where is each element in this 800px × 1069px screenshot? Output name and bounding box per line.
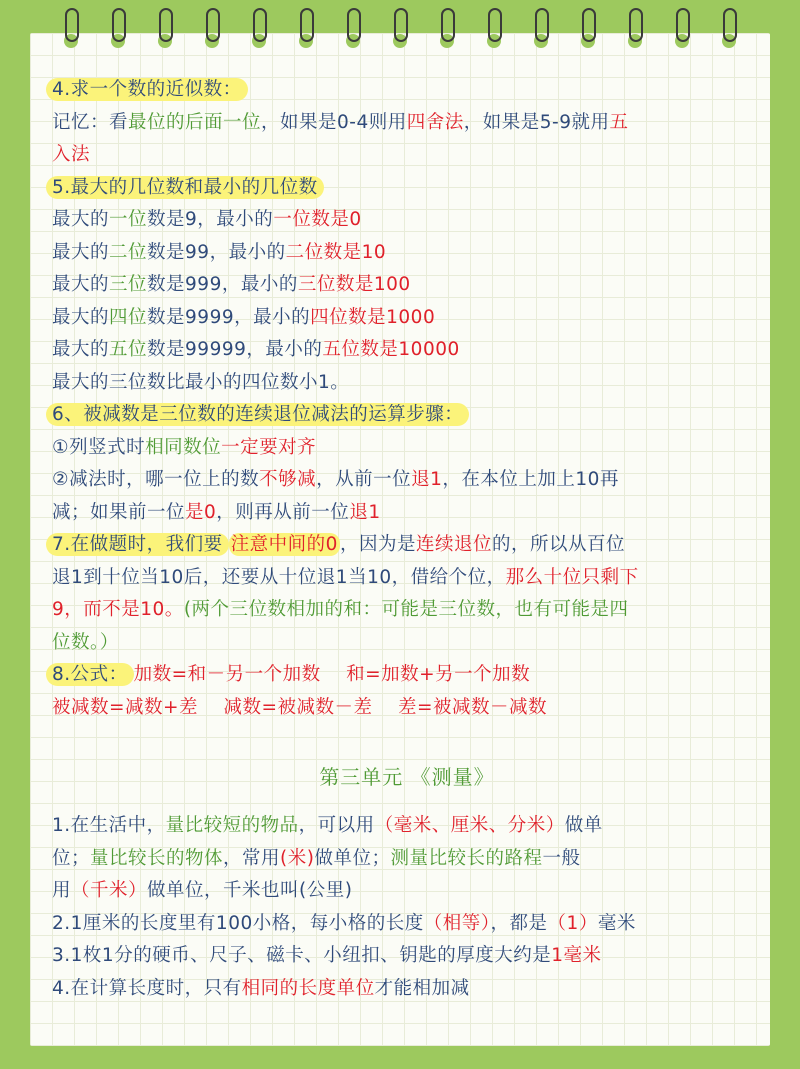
section-6-line-3: 减；如果前一位是0，则再从前一位退1 [52,501,381,523]
ring-icon [579,8,597,48]
section-6-line-2: ②减法时，哪一位上的数不够减，从前一位退1，在本位上加上10再 [52,469,619,490]
section-7-line-4: 位数。） [52,631,119,653]
notes-content [52,74,762,1005]
ring-icon [720,8,738,48]
section-5-row: 最大的五位数是99999，最小的五位数是10000 [52,339,460,360]
section-8-line-2: 被减数=减数+差 减数=被减数－差 差=被减数－减数 [52,696,548,718]
section-4-line-2: 入法 [52,144,91,165]
ring-icon [62,8,80,48]
section-5-row: 最大的四位数是9999，最小的四位数是1000 [52,306,436,328]
section-4-line-1: 记忆：看最位的后面一位，如果是0-4则用四舍法，如果是5-9就用五 [52,111,629,133]
section-5-last: 最大的三位数比最小的四位数小1。 [52,371,350,393]
section-6-line-1: ①列竖式时相同数位一定要对齐 [52,436,317,458]
unit-item-4: 4.在计算长度时，只有相同的长度单位才能相加减 [52,977,470,999]
ring-icon [391,8,409,48]
section-7-line-1: 7.在做题时，我们要 注意中间的0 ，因为是连续退位的，所以从百位 [52,529,762,562]
spiral-binding [0,0,800,60]
section-6-title: 6、被减数是三位数的连续退位减法的运算步骤： [52,399,762,432]
ring-icon [109,8,127,48]
unit-item-1-line-1: 1.在生活中，量比较短的物品，可以用（毫米、厘米、分米）做单 [52,815,603,836]
ring-icon [250,8,268,48]
section-5-row: 最大的一位数是9，最小的一位数是0 [52,209,362,230]
section-7-line-3: 9，而不是10。(两个三位数相加的和：可能是三位数，也有可能是四 [52,599,629,620]
ring-icon [344,8,362,48]
ring-icon [485,8,503,48]
section-5-row: 最大的二位数是99，最小的二位数是10 [52,241,387,263]
unit-item-2: 2.1厘米的长度里有100小格，每小格的长度（相等），都是（1）毫米 [52,912,636,934]
ring-icon [297,8,315,48]
ring-icon [156,8,174,48]
section-4-title: 4.求一个数的近似数： [52,74,762,107]
ring-icon [438,8,456,48]
ring-icon [532,8,550,48]
unit-title: 第三单元 《测量》 [319,765,495,789]
section-8-line-1: 8.公式： 加数=和－另一个加数 和=加数+另一个加数 [52,659,762,692]
section-5-row: 最大的三位数是999，最小的三位数是100 [52,274,411,295]
section-5-title: 5.最大的几位数和最小的几位数 [52,172,762,205]
ring-icon [626,8,644,48]
unit-item-1-line-2: 位；量比较长的物体，常用(米)做单位；测量比较长的路程一般 [52,847,581,869]
section-7-line-2: 退1到十位当10后，还要从十位退1当10，借给个位，那么十位只剩下 [52,566,639,588]
unit-item-3: 3.1枚1分的硬币、尺子、磁卡、小纽扣、钥匙的厚度大约是1毫米 [52,945,602,966]
unit-item-1-line-3: 用（千米）做单位，千米也叫(公里) [52,880,353,901]
ring-icon [673,8,691,48]
ring-icon [203,8,221,48]
